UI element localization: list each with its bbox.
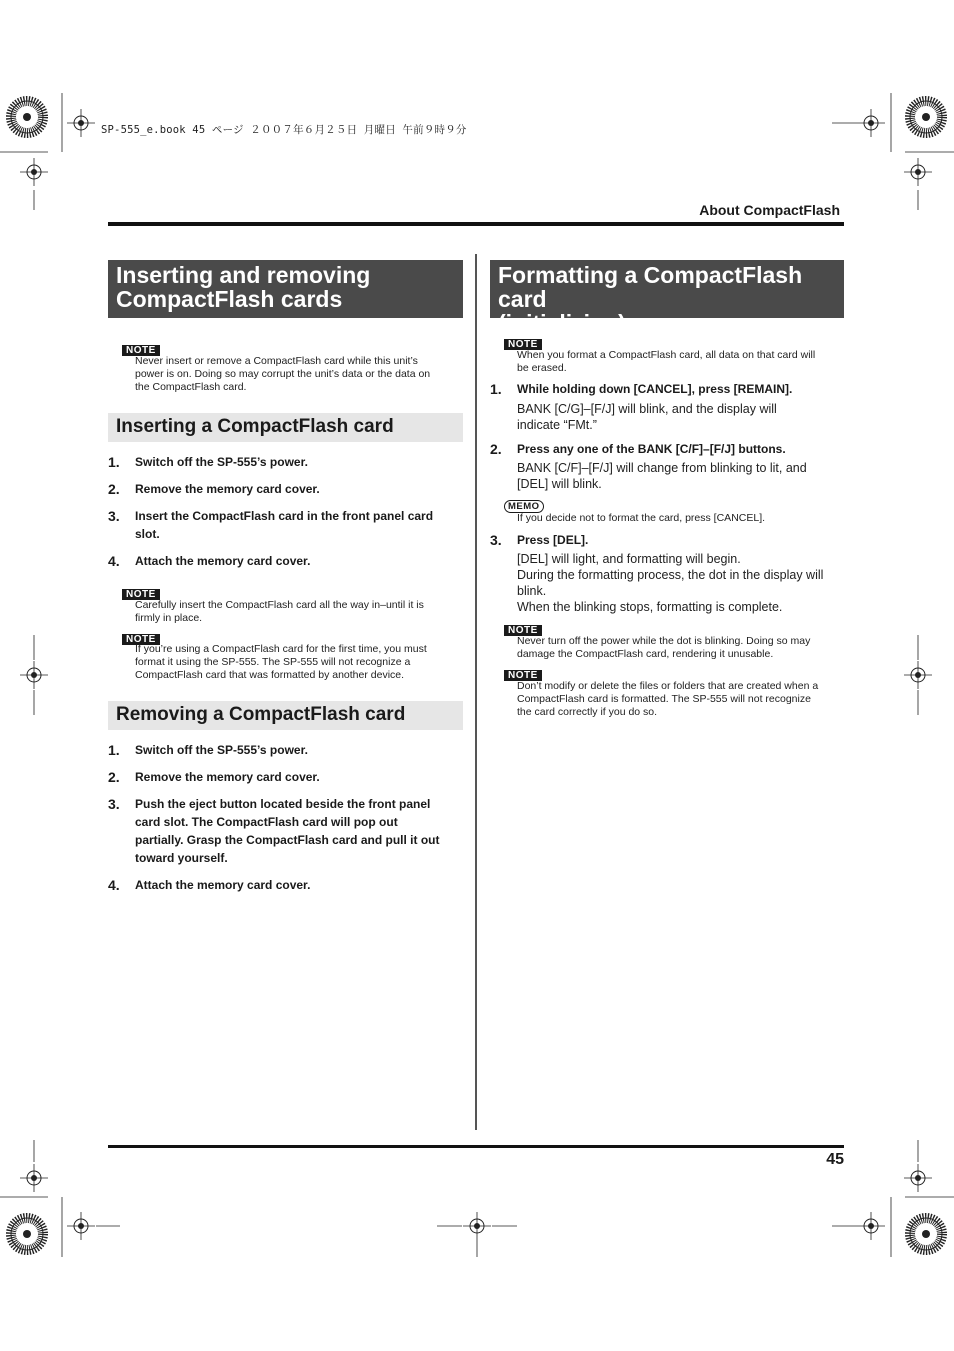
step-number: 2. (108, 769, 120, 785)
step-text: Attach the memory card cover. (135, 554, 311, 568)
memo-badge-label: MEMO (504, 500, 544, 513)
insert-heading: Inserting a CompactFlash card (108, 413, 463, 442)
section-label: About CompactFlash (699, 202, 840, 218)
column-divider (475, 254, 477, 1130)
left-section-title (108, 260, 463, 318)
step-number: 1. (490, 381, 502, 397)
right-note-3: Don’t modify or delete the files or folders that are created when a CompactFlash card is formatted. The SP-555 will not recognize the card correctly if you do so. (517, 680, 819, 718)
remove-step (108, 741, 448, 759)
step-text: Attach the memory card cover. (135, 878, 311, 892)
print-header: SP-555_e.book 45 ページ ２００７年６月２５日 月曜日 午前９時９分 (101, 124, 467, 136)
page-number: 45 (826, 1151, 844, 1168)
right-title-line1: Formatting a CompactFlash card (498, 262, 803, 312)
left-title-line1: Inserting and removing (116, 262, 371, 288)
step-text: Switch off the SP-555’s power. (135, 743, 308, 757)
format-step-2-body: BANK [C/F]–[F/J] will change from blinking to lit, and [DEL] will blink. (517, 461, 807, 491)
remove-heading: Removing a CompactFlash card (108, 701, 463, 730)
step-text: Switch off the SP-555’s power. (135, 455, 308, 469)
note-badge-label: NOTE (122, 345, 160, 356)
step-number: 1. (108, 454, 120, 470)
insert-step (108, 453, 448, 471)
step-number: 2. (108, 481, 120, 497)
format-step-3-body-2: During the formatting process, the dot in the display will blink. (517, 568, 824, 598)
format-step-3-body-3: When the blinking stops, formatting is complete. (517, 600, 783, 614)
left-note-1: Never insert or remove a CompactFlash card while this unit’s power is on. Doing so may corrupt the unit’s data or the data on the CompactFlash card. (135, 355, 431, 393)
format-step-1 (490, 380, 830, 398)
format-step-3 (490, 531, 830, 549)
insert-step (108, 480, 448, 498)
note-badge-label: NOTE (504, 339, 542, 350)
step-number: 4. (108, 553, 120, 569)
right-note-2: Never turn off the power while the dot is blinking. Doing so may damage the CompactFlash card, rendering it unusable. (517, 635, 811, 660)
right-memo: If you decide not to format the card, press [CANCEL]. (517, 512, 766, 524)
right-note-1: When you format a CompactFlash card, all data on that card will be erased. (517, 349, 816, 374)
note-badge-label: NOTE (122, 634, 160, 645)
step-text: Insert the CompactFlash card in the front panel card slot. (135, 509, 434, 541)
step-number: 1. (108, 742, 120, 758)
format-step-3-body-1: [DEL] will light, and formatting will begin. (517, 552, 741, 566)
remove-step (108, 795, 448, 867)
format-step-1-body: BANK [C/G]–[F/J] will blink, and the display will indicate “FMt.” (517, 402, 777, 432)
step-text: Press [DEL]. (517, 533, 589, 547)
top-rule (108, 222, 844, 226)
remove-step (108, 768, 448, 786)
step-text: Remove the memory card cover. (135, 482, 320, 496)
step-text: Remove the memory card cover. (135, 770, 320, 784)
step-number: 2. (490, 441, 502, 457)
remove-step (108, 876, 448, 894)
step-text: Press any one of the BANK [C/F]–[F/J] buttons. (517, 442, 786, 456)
step-number: 3. (108, 796, 120, 812)
step-number: 3. (108, 508, 120, 524)
insert-step (108, 507, 438, 543)
bottom-rule (108, 1145, 844, 1148)
note-badge-label: NOTE (504, 670, 542, 681)
left-note-2: Carefully insert the CompactFlash card all the way in–until it is firmly in place. (135, 599, 424, 624)
right-section-title (490, 260, 844, 336)
right-title-line2: (initializing) (498, 310, 626, 336)
step-number: 4. (108, 877, 120, 893)
note-badge-label: NOTE (122, 589, 160, 600)
format-step-2 (490, 440, 830, 458)
insert-step (108, 552, 448, 570)
step-number: 3. (490, 532, 502, 548)
step-text: Push the eject button located beside the front panel card slot. The CompactFlash card will pop out partially. Grasp the CompactFlash card and pull it out toward yourself. (135, 797, 440, 865)
left-title-line2: CompactFlash cards (116, 286, 343, 312)
note-badge-label: NOTE (504, 625, 542, 636)
left-note-3: If you’re using a CompactFlash card for the first time, you must format it using the SP-555. The SP-555 will not recognize a CompactFlash card that was formatted by another device. (135, 643, 427, 681)
step-text: While holding down [CANCEL], press [REMAIN]. (517, 382, 793, 396)
